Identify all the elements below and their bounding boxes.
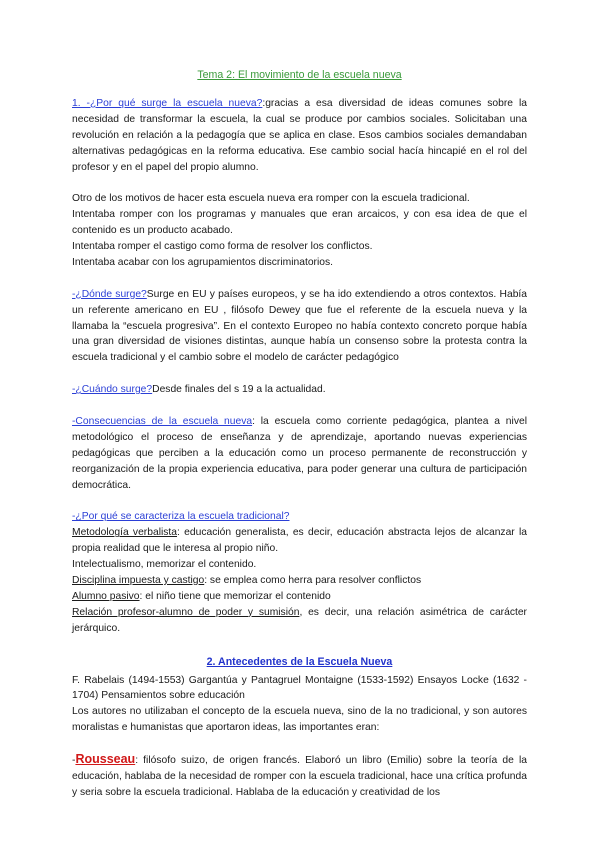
paragraph-text: : la escuela como corriente pedagógica, plantea a nivel metodológico el proceso de enseñanza y de aprendizaje, aportando nuevas experiencias pedagógicas que perciben a la educación como un proceso permanente de reconstrucción y reorganización de la propia experiencia educativa, para poder generar una cultura de participación democrática.: [72, 415, 527, 491]
item-text: : se emplea como herra para resolver conflictos: [204, 575, 422, 587]
motive-line: Intentaba romper con los programas y manuales que eran arcaicos, y con esa idea de que el contenido es un producto acabado.: [72, 209, 527, 237]
item-text: Intelectualismo, memorizar el contenido.: [72, 559, 257, 571]
motive-line: Otro de los motivos de hacer esta escuela nueva era romper con la escuela tradicional.: [72, 193, 470, 205]
question-where-link[interactable]: -¿Dónde surge?: [72, 288, 147, 300]
rousseau-prefix: -: [72, 755, 76, 767]
item-text: , es decir, una relación asimétrica de carácter jerárquico.: [72, 606, 527, 634]
paragraph-text: Surge en EU y países europeos, y se ha ido extendiendo a otros contextos. Había un referente americano en EU , filósofo Dewey que fue el referente de la escuela nueva y la llamaba la “escuela progresiva”. En el contexto Europeo no había contexto concreto porque había una gran diversidad de visiones distintas, aunque había un consenso sobre la protesta contra la escuela tradicional y el cambio sobre el modelo de carácter pedagógico: [72, 288, 528, 364]
traditional-item: [72, 573, 527, 589]
traditional-item: [72, 605, 527, 637]
paragraph-text: Desde finales del s 19 a la actualidad.: [152, 384, 326, 396]
authors-paragraph: F. Rabelais (1494-1553) Gargantúa y Pantagruel Montaigne (1533-1592) Ensayos Locke (1632 - 1704) Pensamientos sobre educación: [72, 674, 527, 702]
document-page: [72, 68, 527, 801]
motive-line: Intentaba acabar con los agrupamientos discriminatorios.: [72, 256, 333, 268]
item-term: Alumno pasivo: [72, 590, 140, 602]
paragraph-why: [72, 96, 527, 176]
item-term: Disciplina impuesta y castigo: [72, 575, 205, 587]
paragraph-text: :gracias a esa diversidad de ideas comunes sobre la necesidad de transformar la escuela, la cual se produce por cambios sociales. Solicitaban una revolución en relación a la pedagogía que se aplica en clase. Esos cambios sociales demandaban alternativas pedagógicas en la reforma educativa. Ese cambio social hacía hincapié en el rol del profesor y en el papel del propio alumno.: [72, 97, 527, 173]
traditional-item: [72, 589, 527, 605]
motive-line: Intentaba romper el castigo como forma de resolver los conflictos.: [72, 241, 373, 253]
paragraph-when: [72, 382, 527, 398]
question-when-link[interactable]: -¿Cuándo surge?: [72, 384, 153, 396]
paragraph-consequences: [72, 414, 527, 494]
traditional-item: [72, 557, 527, 573]
consequences-link[interactable]: -Consecuencias de la escuela nueva: [72, 415, 253, 427]
page-title: Tema 2: El movimiento de la escuela nueva: [197, 69, 402, 81]
item-term: Metodología verbalista: [72, 527, 178, 539]
item-text: : educación generalista, es decir, educación abstracta lejos de alcanzar la propia realidad que le interesa al propio niño.: [72, 527, 528, 555]
item-term: Relación profesor-alumno de poder y sumisión: [72, 606, 300, 618]
paragraph-where: [72, 287, 527, 367]
section-2-title: 2. Antecedentes de la Escuela Nueva: [206, 655, 393, 668]
traditional-link[interactable]: -¿Por qué se caracteriza la escuela tradicional?: [72, 511, 290, 523]
rousseau-paragraph: [72, 752, 527, 801]
rousseau-text: : filósofo suizo, de origen francés. Elaboró un libro (Emilio) sobre la teoría de la educación, hablaba de la necesidad de romper con la escuela tradicional, hace una crítica profunda y seria sobre la escuela tradicional. Hablaba de la educación y creatividad de los: [72, 755, 527, 798]
traditional-heading: [72, 509, 527, 525]
traditional-item: [72, 525, 527, 557]
item-text: : el niño tiene que memorizar el contenido: [139, 590, 331, 602]
intro-paragraph: Los autores no utilizaban el concepto de la escuela nueva, sino de la no tradicional, y son autores moralistas e humanistas que aportaron ideas, las importantes eran:: [72, 706, 527, 734]
rousseau-name: Rousseau: [75, 752, 136, 767]
question-why-link[interactable]: 1. -¿Por qué surge la escuela nueva?: [72, 97, 263, 109]
